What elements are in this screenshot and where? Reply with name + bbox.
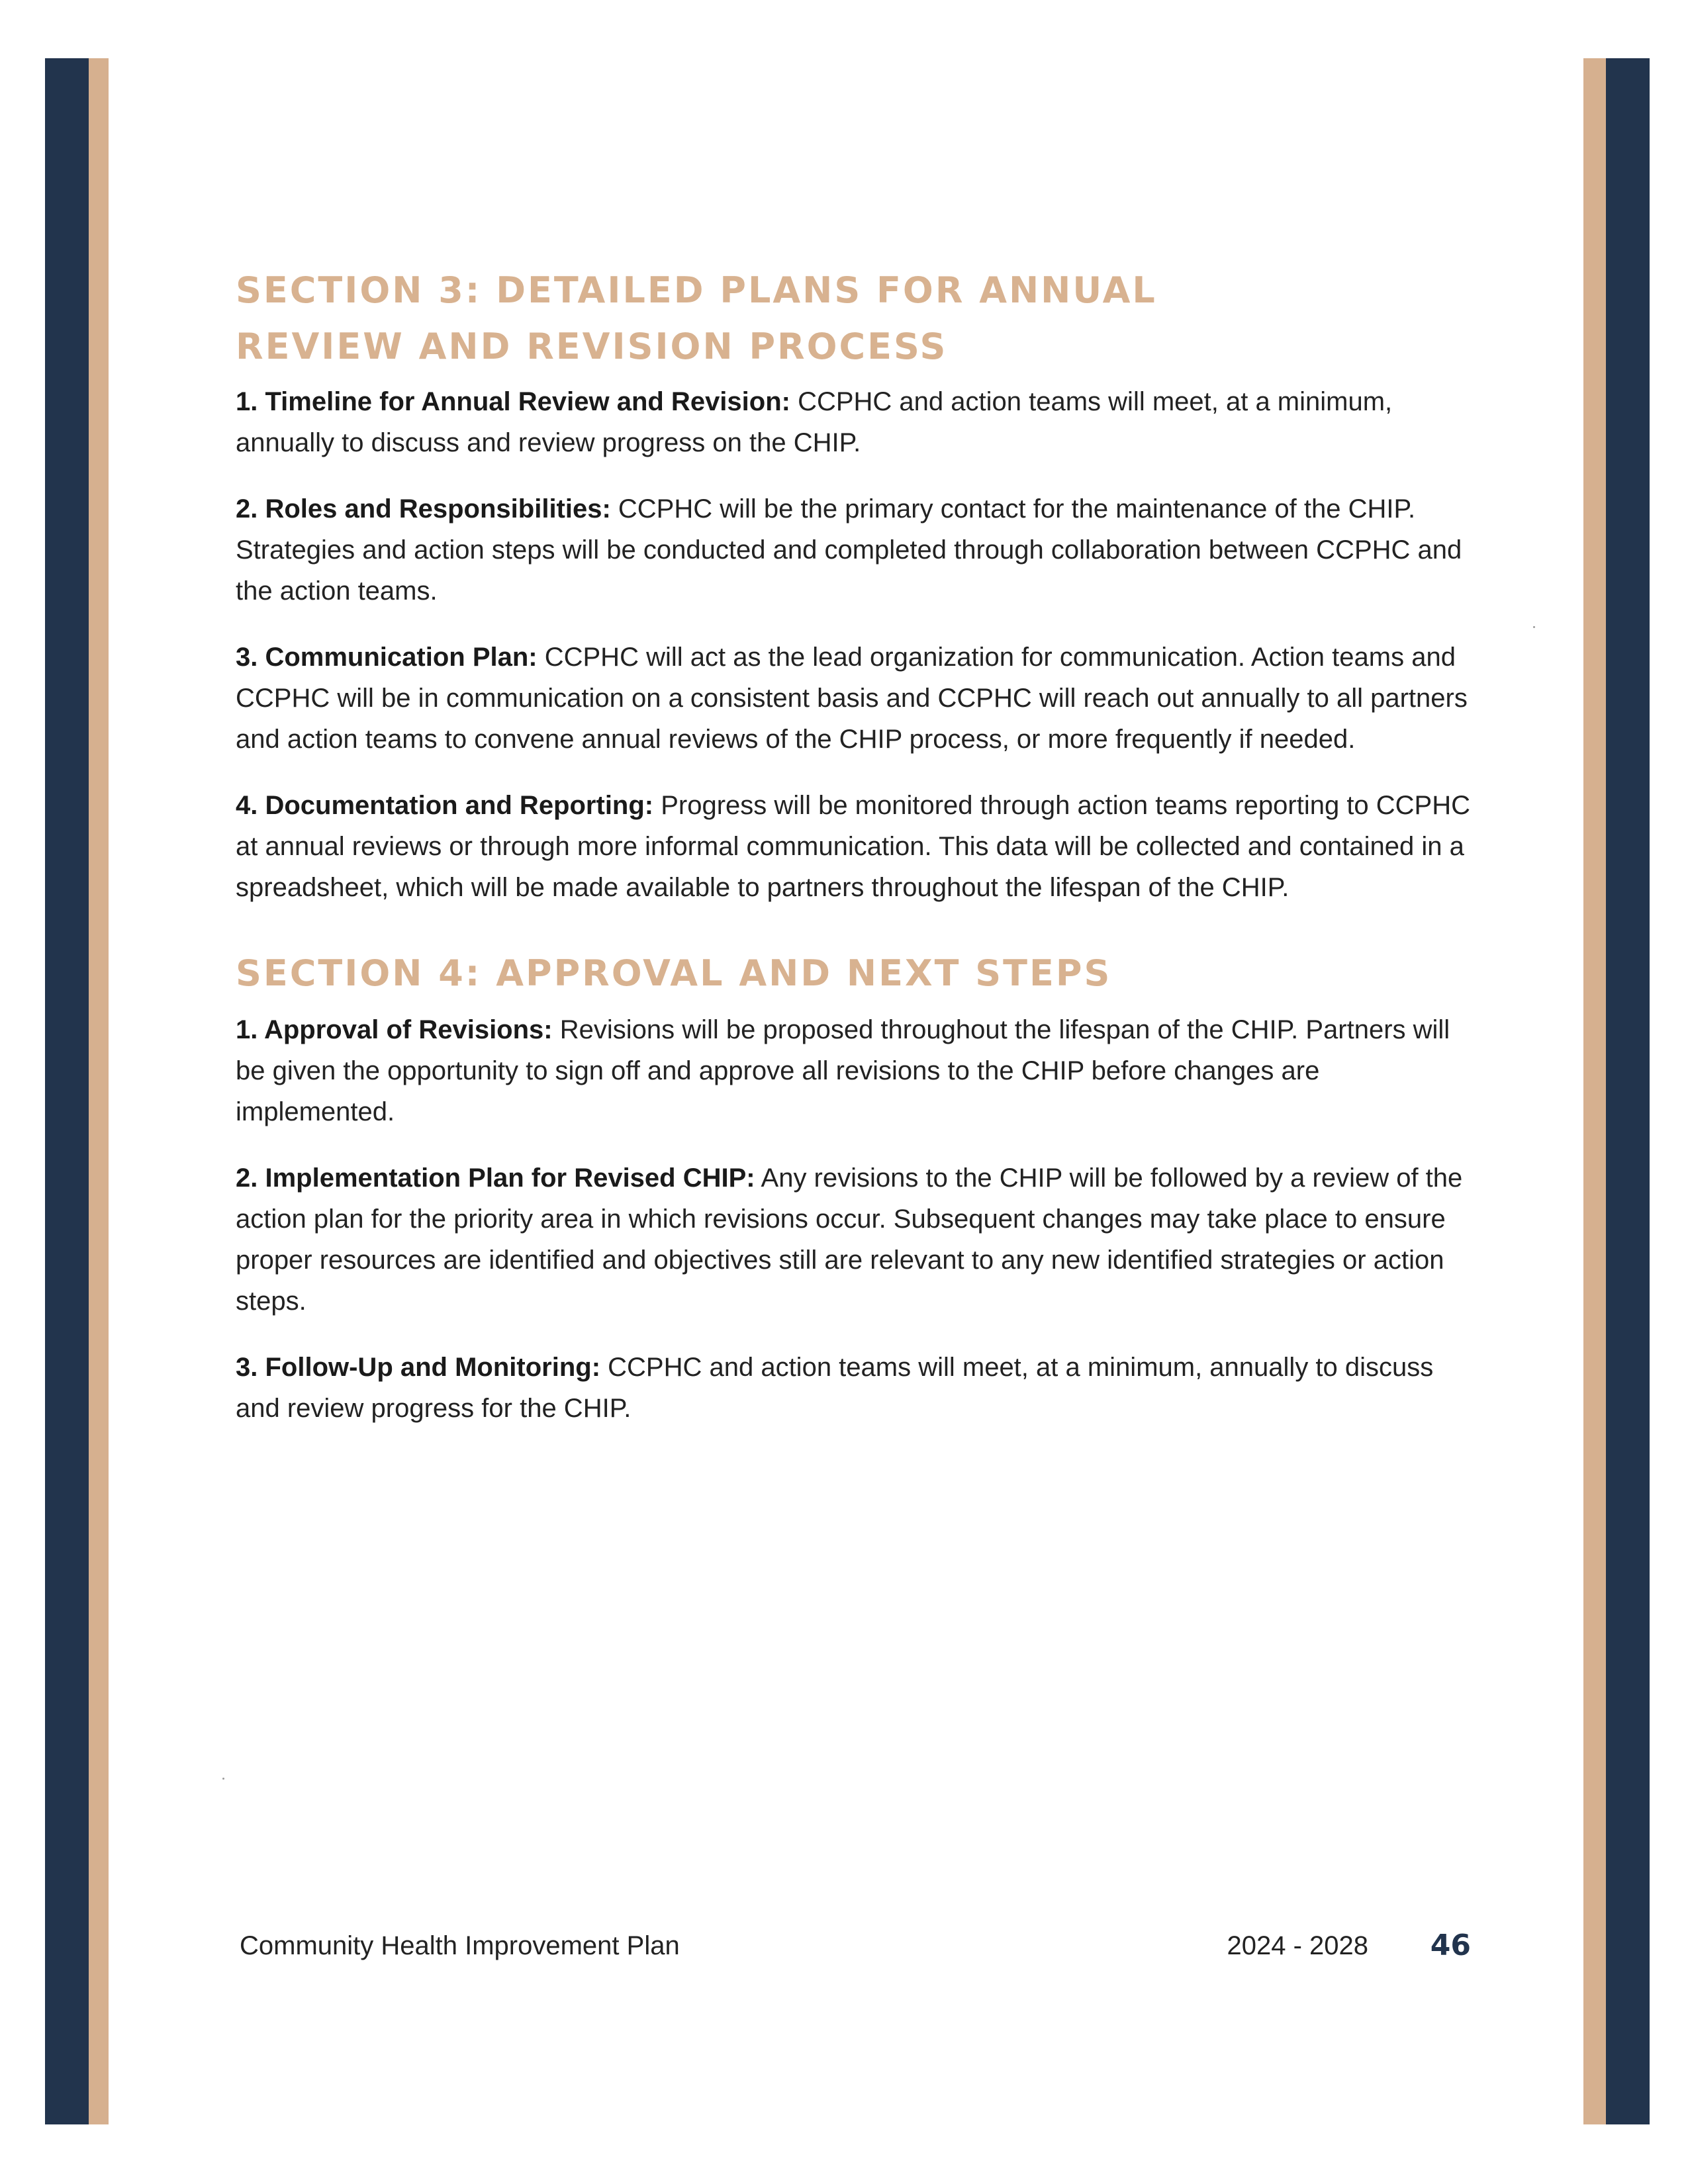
- section-4-item-approval: [236, 1009, 1480, 1132]
- section-3-item-communication: [236, 637, 1480, 760]
- item-text: CCPHC will act as the lead organization for communication. Action teams and CCPHC will be in communication on a consistent basis and CCPHC will reach out annually to all partners and action teams to convene annual reviews of the CHIP process, or more frequently if needed.: [236, 643, 1468, 754]
- item-text: CCPHC and action teams will meet, at a minimum, annually to discuss and review progress for the CHIP.: [236, 1353, 1434, 1423]
- footer-document-title: Community Health Improvement Plan: [240, 1931, 680, 1960]
- section-3-item-roles: [236, 488, 1480, 612]
- section-3-item-documentation: [236, 785, 1480, 908]
- item-text: Progress will be monitored through action teams reporting to CCPHC at annual reviews or through more informal communication. This data will be collected and contained in a spreadsheet, which will be made available to partners throughout the lifespan of the CHIP.: [236, 791, 1471, 902]
- item-label: 3. Communication Plan:: [236, 643, 538, 672]
- section-4-heading: SECTION 4: APPROVAL AND NEXT STEPS: [236, 952, 1112, 994]
- section-3-heading: [236, 262, 1480, 375]
- item-label: 3. Follow-Up and Monitoring:: [236, 1353, 601, 1382]
- page-content: [236, 262, 1480, 1454]
- section-3-heading-line-2: REVIEW AND REVISION PROCESS: [236, 326, 948, 367]
- item-label: 2. Roles and Responsibilities:: [236, 494, 611, 523]
- scan-speck: [1533, 626, 1535, 628]
- scan-speck: [222, 1778, 224, 1780]
- item-text: Revisions will be proposed throughout the lifespan of the CHIP. Partners will be given the opportunity to sign off and approve all revisions to the CHIP before changes are implemented.: [236, 1015, 1450, 1126]
- page-footer: [240, 1926, 1471, 1966]
- left-tan-border-bar: [89, 58, 109, 2124]
- section-3-item-timeline: [236, 381, 1480, 463]
- left-navy-border-bar: [45, 58, 89, 2124]
- item-text: Any revisions to the CHIP will be followed by a review of the action plan for the priority area in which revisions occur. Subsequent changes may take place to ensure proper resources are identified and objectives still are relevant to any new identified strategies or action steps.: [236, 1163, 1463, 1316]
- item-label: 1. Timeline for Annual Review and Revision:: [236, 387, 790, 416]
- section-4-item-implementation: [236, 1158, 1480, 1322]
- section-3-heading-line-1: SECTION 3: DETAILED PLANS FOR ANNUAL: [236, 269, 1157, 311]
- right-navy-border-bar: [1606, 58, 1650, 2124]
- item-label: 4. Documentation and Reporting:: [236, 791, 654, 820]
- page-number: 46: [1430, 1929, 1471, 1962]
- item-text: CCPHC and action teams will meet, at a minimum, annually to discuss and review progress on the CHIP.: [236, 387, 1393, 457]
- right-tan-border-bar: [1583, 58, 1606, 2124]
- item-label: 1. Approval of Revisions:: [236, 1015, 553, 1044]
- item-label: 2. Implementation Plan for Revised CHIP:: [236, 1163, 755, 1193]
- footer-years: 2024 - 2028: [1227, 1931, 1368, 1960]
- item-text: CCPHC will be the primary contact for the maintenance of the CHIP. Strategies and action steps will be conducted and completed through collaboration between CCPHC and the action teams.: [236, 494, 1462, 606]
- section-4-item-follow-up: [236, 1347, 1480, 1429]
